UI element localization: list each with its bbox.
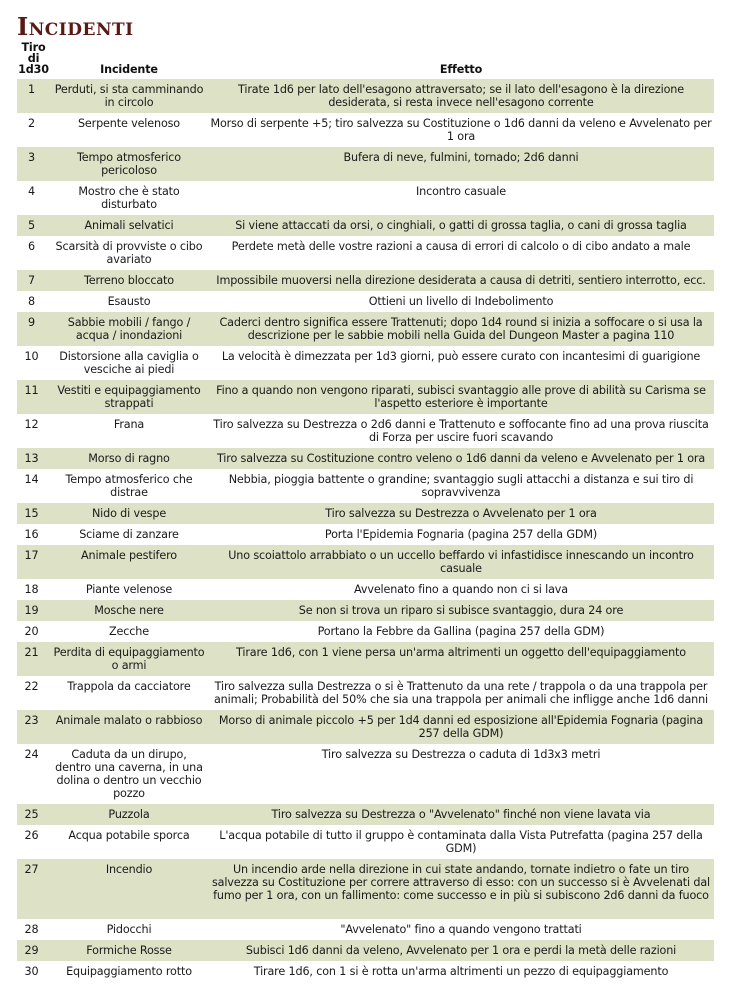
cell-effect: Tirate 1d6 per lato dell'esagono attraversato; se il lato dell'esagono è la direzione desiderata, si resta invece nell'esagono corrente xyxy=(238,83,684,109)
cell-incident: Morso di ragno xyxy=(88,452,170,465)
cell-incident: Caduta da un dirupo, dentro una caverna, in una dolina o dentro un vecchio pozzo xyxy=(55,748,203,800)
table-row xyxy=(17,859,714,919)
table-row xyxy=(17,312,714,346)
column-header-effect: Effetto xyxy=(439,63,483,76)
table-row xyxy=(17,270,714,291)
cell-effect: Tiro salvezza su Costituzione contro veleno o 1d6 danni da veleno e Avvelenato per 1 ora xyxy=(216,452,706,465)
cell-roll: 26 xyxy=(24,829,39,842)
cell-incident: Mosche nere xyxy=(94,604,164,617)
cell-effect: Morso di serpente +5; tiro salvezza su Costituzione o 1d6 danni da veleno e Avvelenato per 1 ora xyxy=(210,117,712,143)
cell-roll: 8 xyxy=(28,295,35,308)
table-row xyxy=(17,621,714,642)
cell-effect: La velocità è dimezzata per 1d3 giorni, può essere curato con incantesimi di guarigione xyxy=(221,350,701,363)
table-row xyxy=(17,147,714,181)
cell-incident: Tempo atmosferico che distrae xyxy=(65,473,193,499)
cell-effect: Ottieni un livello di Indebolimento xyxy=(368,295,554,308)
table-row xyxy=(17,414,714,448)
table-row xyxy=(17,545,714,579)
cell-incident: Tempo atmosferico pericoloso xyxy=(76,151,181,177)
cell-roll: 12 xyxy=(24,418,39,431)
table-row xyxy=(17,79,714,113)
table-row xyxy=(17,642,714,676)
cell-incident: Animale pestifero xyxy=(81,549,177,562)
cell-incident: Perdita di equipaggiamento o armi xyxy=(53,646,205,672)
cell-effect: Tiro salvezza su Destrezza o Avvelenato per 1 ora xyxy=(325,507,597,520)
cell-incident: Acqua potabile sporca xyxy=(68,829,190,842)
table-row xyxy=(17,113,714,147)
cell-roll: 29 xyxy=(24,944,39,957)
cell-effect: Fino a quando non vengono riparati, subisci svantaggio alle prove di abilità su Carisma se l'aspetto esteriore è importante xyxy=(216,384,706,410)
table-row xyxy=(17,825,714,859)
column-header-incident: Incidente xyxy=(100,63,158,76)
cell-incident: Puzzola xyxy=(108,808,150,821)
cell-roll: 1 xyxy=(28,83,35,96)
cell-incident: Perduti, si sta camminando in circolo xyxy=(54,83,204,109)
cell-effect: Nebbia, pioggia battente o grandine; svantaggio sugli attacchi a distanza e sui tiro di sopravvivenza xyxy=(228,473,694,499)
cell-effect: Se non si trova un riparo si subisce svantaggio, dura 24 ore xyxy=(298,604,624,617)
cell-incident: Distorsione alla caviglia o vesciche ai piedi xyxy=(59,350,199,376)
cell-incident: Animali selvatici xyxy=(84,219,174,232)
cell-effect: Si viene attaccati da orsi, o cinghiali, o gatti di grossa taglia, o cani di grossa taglia xyxy=(235,219,687,232)
cell-roll: 19 xyxy=(24,604,39,617)
cell-effect: L'acqua potabile di tutto il gruppo è contaminata dalla Vista Putrefatta (pagina 257 della GDM) xyxy=(219,829,703,855)
cell-roll: 23 xyxy=(24,714,39,727)
table-row xyxy=(17,804,714,825)
table-row xyxy=(17,710,714,744)
cell-roll: 18 xyxy=(24,583,39,596)
cell-roll: 25 xyxy=(24,808,39,821)
cell-effect: "Avvelenato" fino a quando vengono trattati xyxy=(340,923,582,936)
table-row xyxy=(17,579,714,600)
table-header-row xyxy=(17,42,714,79)
cell-incident: Nido di vespe xyxy=(91,507,167,520)
table-row xyxy=(17,346,714,380)
cell-incident: Pidocchi xyxy=(106,923,152,936)
table-row xyxy=(17,448,714,469)
cell-roll: 28 xyxy=(24,923,39,936)
table-row xyxy=(17,919,714,940)
table-row xyxy=(17,503,714,524)
cell-effect: Porta l'Epidemia Fognaria (pagina 257 della GDM) xyxy=(324,528,598,541)
column-header-roll: Tiro di 1d30 xyxy=(18,41,49,76)
cell-roll: 13 xyxy=(24,452,39,465)
cell-incident: Esausto xyxy=(107,295,151,308)
cell-roll: 7 xyxy=(28,274,35,287)
table-row xyxy=(17,940,714,961)
table-row xyxy=(17,744,714,804)
cell-roll: 17 xyxy=(24,549,39,562)
table-row xyxy=(17,469,714,503)
cell-effect: Morso di animale piccolo +5 per 1d4 danni ed esposizione all'Epidemia Fognaria (pagina 257 della GDM) xyxy=(218,714,704,740)
cell-roll: 4 xyxy=(28,185,35,198)
table-row xyxy=(17,291,714,312)
cell-roll: 5 xyxy=(28,219,35,232)
cell-roll: 16 xyxy=(24,528,39,541)
table-row xyxy=(17,181,714,215)
cell-incident: Sciame di zanzare xyxy=(79,528,179,541)
cell-effect: Tirare 1d6, con 1 si è rotta un'arma altrimenti un pezzo di equipaggiamento xyxy=(253,965,669,978)
table-row xyxy=(17,524,714,545)
cell-roll: 15 xyxy=(24,507,39,520)
table-row xyxy=(17,961,714,982)
cell-effect: Uno scoiattolo arrabbiato o un uccello beffardo vi infastidisce innescando un incontro casuale xyxy=(228,549,694,575)
cell-roll: 2 xyxy=(28,117,35,130)
cell-effect: Caderci dentro significa essere Trattenuti; dopo 1d4 round si inizia a soffocare o si usa la descrizione per le sabbie mobili nella Guida del Dungeon Master a pagina 110 xyxy=(219,316,703,342)
cell-effect: Tiro salvezza su Destrezza o caduta di 1d3x3 metri xyxy=(321,748,601,761)
cell-effect: Un incendio arde nella direzione in cui state andando, tornate indietro o fate un tiro salvezza su Costituzione per correre attraverso di esso: con un successo si è Avvelenati dal fumo per 1 ora, con un fallimento: come successo e in più si subiscono 2d6 danni da fuoco xyxy=(211,863,711,902)
cell-effect: Tirare 1d6, con 1 viene persa un'arma altrimenti un oggetto dell'equipaggiamento xyxy=(236,646,686,659)
cell-incident: Sabbie mobili / fango / acqua / inondazioni xyxy=(67,316,191,342)
cell-incident: Equipaggiamento rotto xyxy=(66,965,192,978)
page-title: Incidenti xyxy=(17,12,134,41)
cell-incident: Piante velenose xyxy=(85,583,173,596)
cell-roll: 30 xyxy=(24,965,39,978)
cell-incident: Vestiti e equipaggiamento strappati xyxy=(57,384,201,410)
table-row xyxy=(17,236,714,270)
cell-incident: Formiche Rosse xyxy=(86,944,172,957)
cell-effect: Subisci 1d6 danni da veleno, Avvelenato per 1 ora e perdi la metà delle razioni xyxy=(245,944,677,957)
cell-incident: Frana xyxy=(113,418,145,431)
table-row xyxy=(17,676,714,710)
cell-effect: Tiro salvezza su Destrezza o "Avvelenato" finché non viene lavata via xyxy=(271,808,651,821)
cell-incident: Incendio xyxy=(105,863,153,876)
table-row xyxy=(17,215,714,236)
cell-effect: Perdete metà delle vostre razioni a causa di errori di calcolo o di cibo andato a male xyxy=(231,240,691,253)
incidents-table xyxy=(17,42,714,982)
cell-incident: Terreno bloccato xyxy=(84,274,174,287)
cell-effect: Tiro salvezza sulla Destrezza o si è Trattenuto da una rete / trappola o da una trappola per animali; Probabilità del 50% che sia una trappola per animali che infligge anche 1d6 danni xyxy=(213,680,709,706)
cell-effect: Avvelenato fino a quando non ci si lava xyxy=(354,583,568,596)
cell-roll: 24 xyxy=(24,748,39,761)
cell-incident: Animale malato o rabbioso xyxy=(55,714,203,727)
cell-roll: 20 xyxy=(24,625,39,638)
cell-incident: Zecche xyxy=(109,625,149,638)
cell-roll: 14 xyxy=(24,473,39,486)
cell-effect: Bufera di neve, fulmini, tornado; 2d6 danni xyxy=(343,151,579,164)
cell-effect: Tiro salvezza su Destrezza o 2d6 danni e Trattenuto e soffocante fino ad una prova riuscita di Forza per uscire fuori scavando xyxy=(213,418,709,444)
cell-roll: 11 xyxy=(24,384,39,397)
table-row xyxy=(17,600,714,621)
cell-roll: 6 xyxy=(28,240,35,253)
cell-incident: Serpente velenoso xyxy=(77,117,181,130)
cell-roll: 27 xyxy=(24,863,39,876)
cell-roll: 3 xyxy=(28,151,35,164)
cell-roll: 10 xyxy=(24,350,39,363)
cell-effect: Portano la Febbre da Gallina (pagina 257 della GDM) xyxy=(317,625,605,638)
cell-roll: 22 xyxy=(24,680,39,693)
cell-roll: 9 xyxy=(28,316,35,329)
table-row xyxy=(17,380,714,414)
cell-effect: Impossibile muoversi nella direzione desiderata a causa di detriti, sentiero interrotto, ecc. xyxy=(216,274,706,287)
cell-effect: Incontro casuale xyxy=(416,185,506,198)
cell-incident: Trappola da cacciatore xyxy=(67,680,191,693)
cell-incident: Mostro che è stato disturbato xyxy=(78,185,180,211)
cell-roll: 21 xyxy=(24,646,39,659)
cell-incident: Scarsità di provviste o cibo avariato xyxy=(55,240,203,266)
